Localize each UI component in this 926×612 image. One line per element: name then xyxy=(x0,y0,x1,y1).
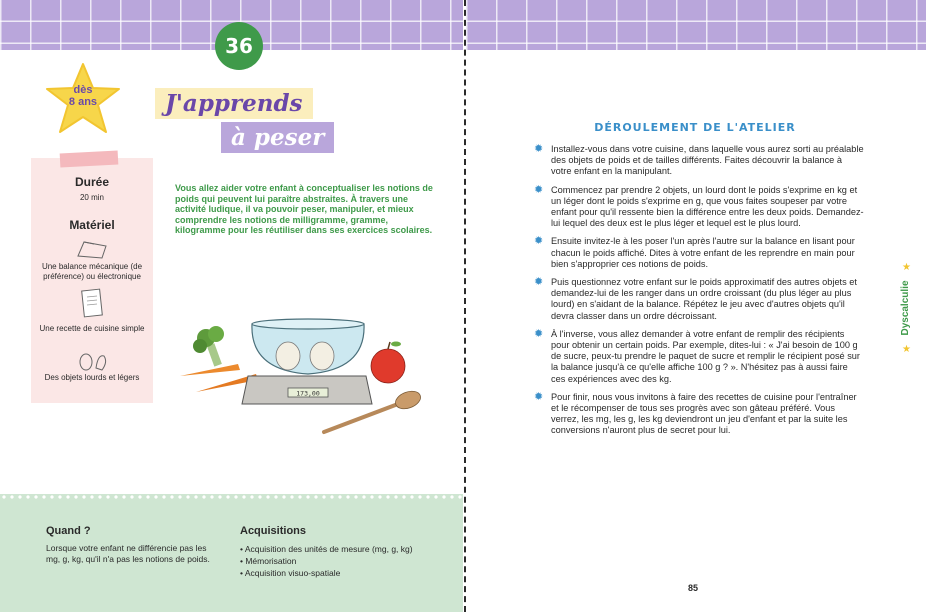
acquisitions-label: Acquisitions xyxy=(240,525,307,537)
when-label: Quand ? xyxy=(46,525,91,537)
step-item xyxy=(534,329,864,385)
when-text: Lorsque votre enfant ne différencie pas les mg, g, kg, qu'il n'a pas les notions de poids. xyxy=(46,543,210,564)
page-title-line2: à peser xyxy=(221,122,334,153)
scale-display: 173,00 xyxy=(296,389,320,398)
step-text: Puis questionnez votre enfant sur le poids approximatif des autres objets et demandez-lui de les ranger dans un ordre croissant (du plus léger au plus lourd) en s'aidant de la balance. Répétez le jeu avec d'autres objets qu'il devra classer dans un ordre décroissant. xyxy=(551,277,857,321)
asterisk-icon: ✹ xyxy=(534,276,544,289)
star-icon: ★ xyxy=(902,262,911,273)
broccoli-icon xyxy=(193,326,224,367)
page-title-line1: J'apprends xyxy=(155,88,313,119)
intro-text: Vous allez aider votre enfant à conceptualiser les notions de poids qui peuvent lui paraître abstraites. À travers une activité ludique, il va pouvoir peser, manipuler, et mieux comprendre les notions de milligramme, gramme, kilogramme pour les réutiliser dans ses exercices scolaires. xyxy=(175,183,433,235)
header-grid-band-right xyxy=(466,0,926,50)
asterisk-icon: ✹ xyxy=(534,183,544,196)
acquisition-item: • Acquisition des unités de mesure (mg, g, kg) xyxy=(240,543,413,555)
asterisk-icon: ✹ xyxy=(534,390,544,403)
steps-list xyxy=(534,144,864,444)
step-item xyxy=(534,185,864,230)
duration-value: 20 min xyxy=(79,193,104,202)
section-title: DÉROULEMENT DE L'ATELIER xyxy=(594,121,796,134)
asterisk-icon: ✹ xyxy=(534,143,544,155)
recipe-icon xyxy=(80,288,106,320)
material-item-3: Des objets lourds et légers xyxy=(44,373,140,382)
age-badge-line1: dès xyxy=(73,84,93,96)
step-text: Installez-vous dans votre cuisine, dans laquelle vous aurez sorti au préalable des objets de poids et de tailles différents. Faites découvrir la balance à votre enfant en la manipulant. xyxy=(551,144,864,177)
kitchen-scale-illustration xyxy=(176,314,428,438)
side-tab-label: Dyscalculie xyxy=(900,280,911,336)
objects-icon xyxy=(76,350,110,372)
asterisk-icon: ✹ xyxy=(534,235,544,248)
step-text: Ensuite invitez-le à les poser l'un après l'autre sur la balance en lisant pour chacun le poids affiché. Dites à votre enfant de les reprendre en main pour bien s'approprier ces notions de poids. xyxy=(551,236,855,269)
step-text: Commencez par prendre 2 objets, un lourd dont le poids s'exprime en kg et un léger dont le poids s'exprime en g, que vous faites soupeser par votre enfant pour qu'il ressente bien la différence entre les deux poids. Demandez-lui lequel des deux est le plus léger et lequel est le plus lourd. xyxy=(551,184,864,229)
acquisitions-list xyxy=(240,543,413,579)
material-label: Matériel xyxy=(69,218,115,232)
material-item-2: Une recette de cuisine simple xyxy=(39,324,145,333)
step-item xyxy=(534,144,864,178)
page-number: 85 xyxy=(688,583,699,593)
bottom-panel-dots xyxy=(0,494,463,500)
step-text: Pour finir, nous vous invitons à faire des recettes de cuisine pour l'entraîner et le récompenser de tous ses progrès avec son gâteau préféré. Vous verrez, les mg, les g, les kg deviendront un jeu d'enfant et par la suite les conversions n'auront plus de secret pour lui. xyxy=(551,391,857,436)
step-text: À l'inverse, vous allez demander à votre enfant de remplir des récipients pour obtenir un certain poids. Par exemple, dites-lui : « J'ai besoin de 100 g de sucre, peux-tu prendre le paquet de sucre et remplir le récipient posé sur la balance jusqu'à ce qu'elle affiche 100 g ? ». N'hésitez pas à aussi faire ces expériences avec des kg. xyxy=(551,328,860,384)
star-icon: ★ xyxy=(902,344,911,355)
acquisition-item: • Acquisition visuo-spatiale xyxy=(240,567,413,579)
step-item xyxy=(534,236,864,270)
material-item-1: Une balance mécanique (de préférence) ou électronique xyxy=(41,262,143,281)
acquisition-item: • Mémorisation xyxy=(240,555,413,567)
step-item xyxy=(534,392,864,437)
age-badge-line2: 8 ans xyxy=(68,96,98,108)
activity-number-badge: 36 xyxy=(215,22,263,70)
age-badge xyxy=(44,84,122,108)
apple-icon xyxy=(371,342,405,384)
carrot-icon xyxy=(180,364,240,376)
page-spine xyxy=(464,0,466,612)
scale-icon xyxy=(74,238,110,260)
step-item xyxy=(534,277,864,322)
duration-label: Durée xyxy=(74,175,109,189)
asterisk-icon: ✹ xyxy=(534,327,544,340)
